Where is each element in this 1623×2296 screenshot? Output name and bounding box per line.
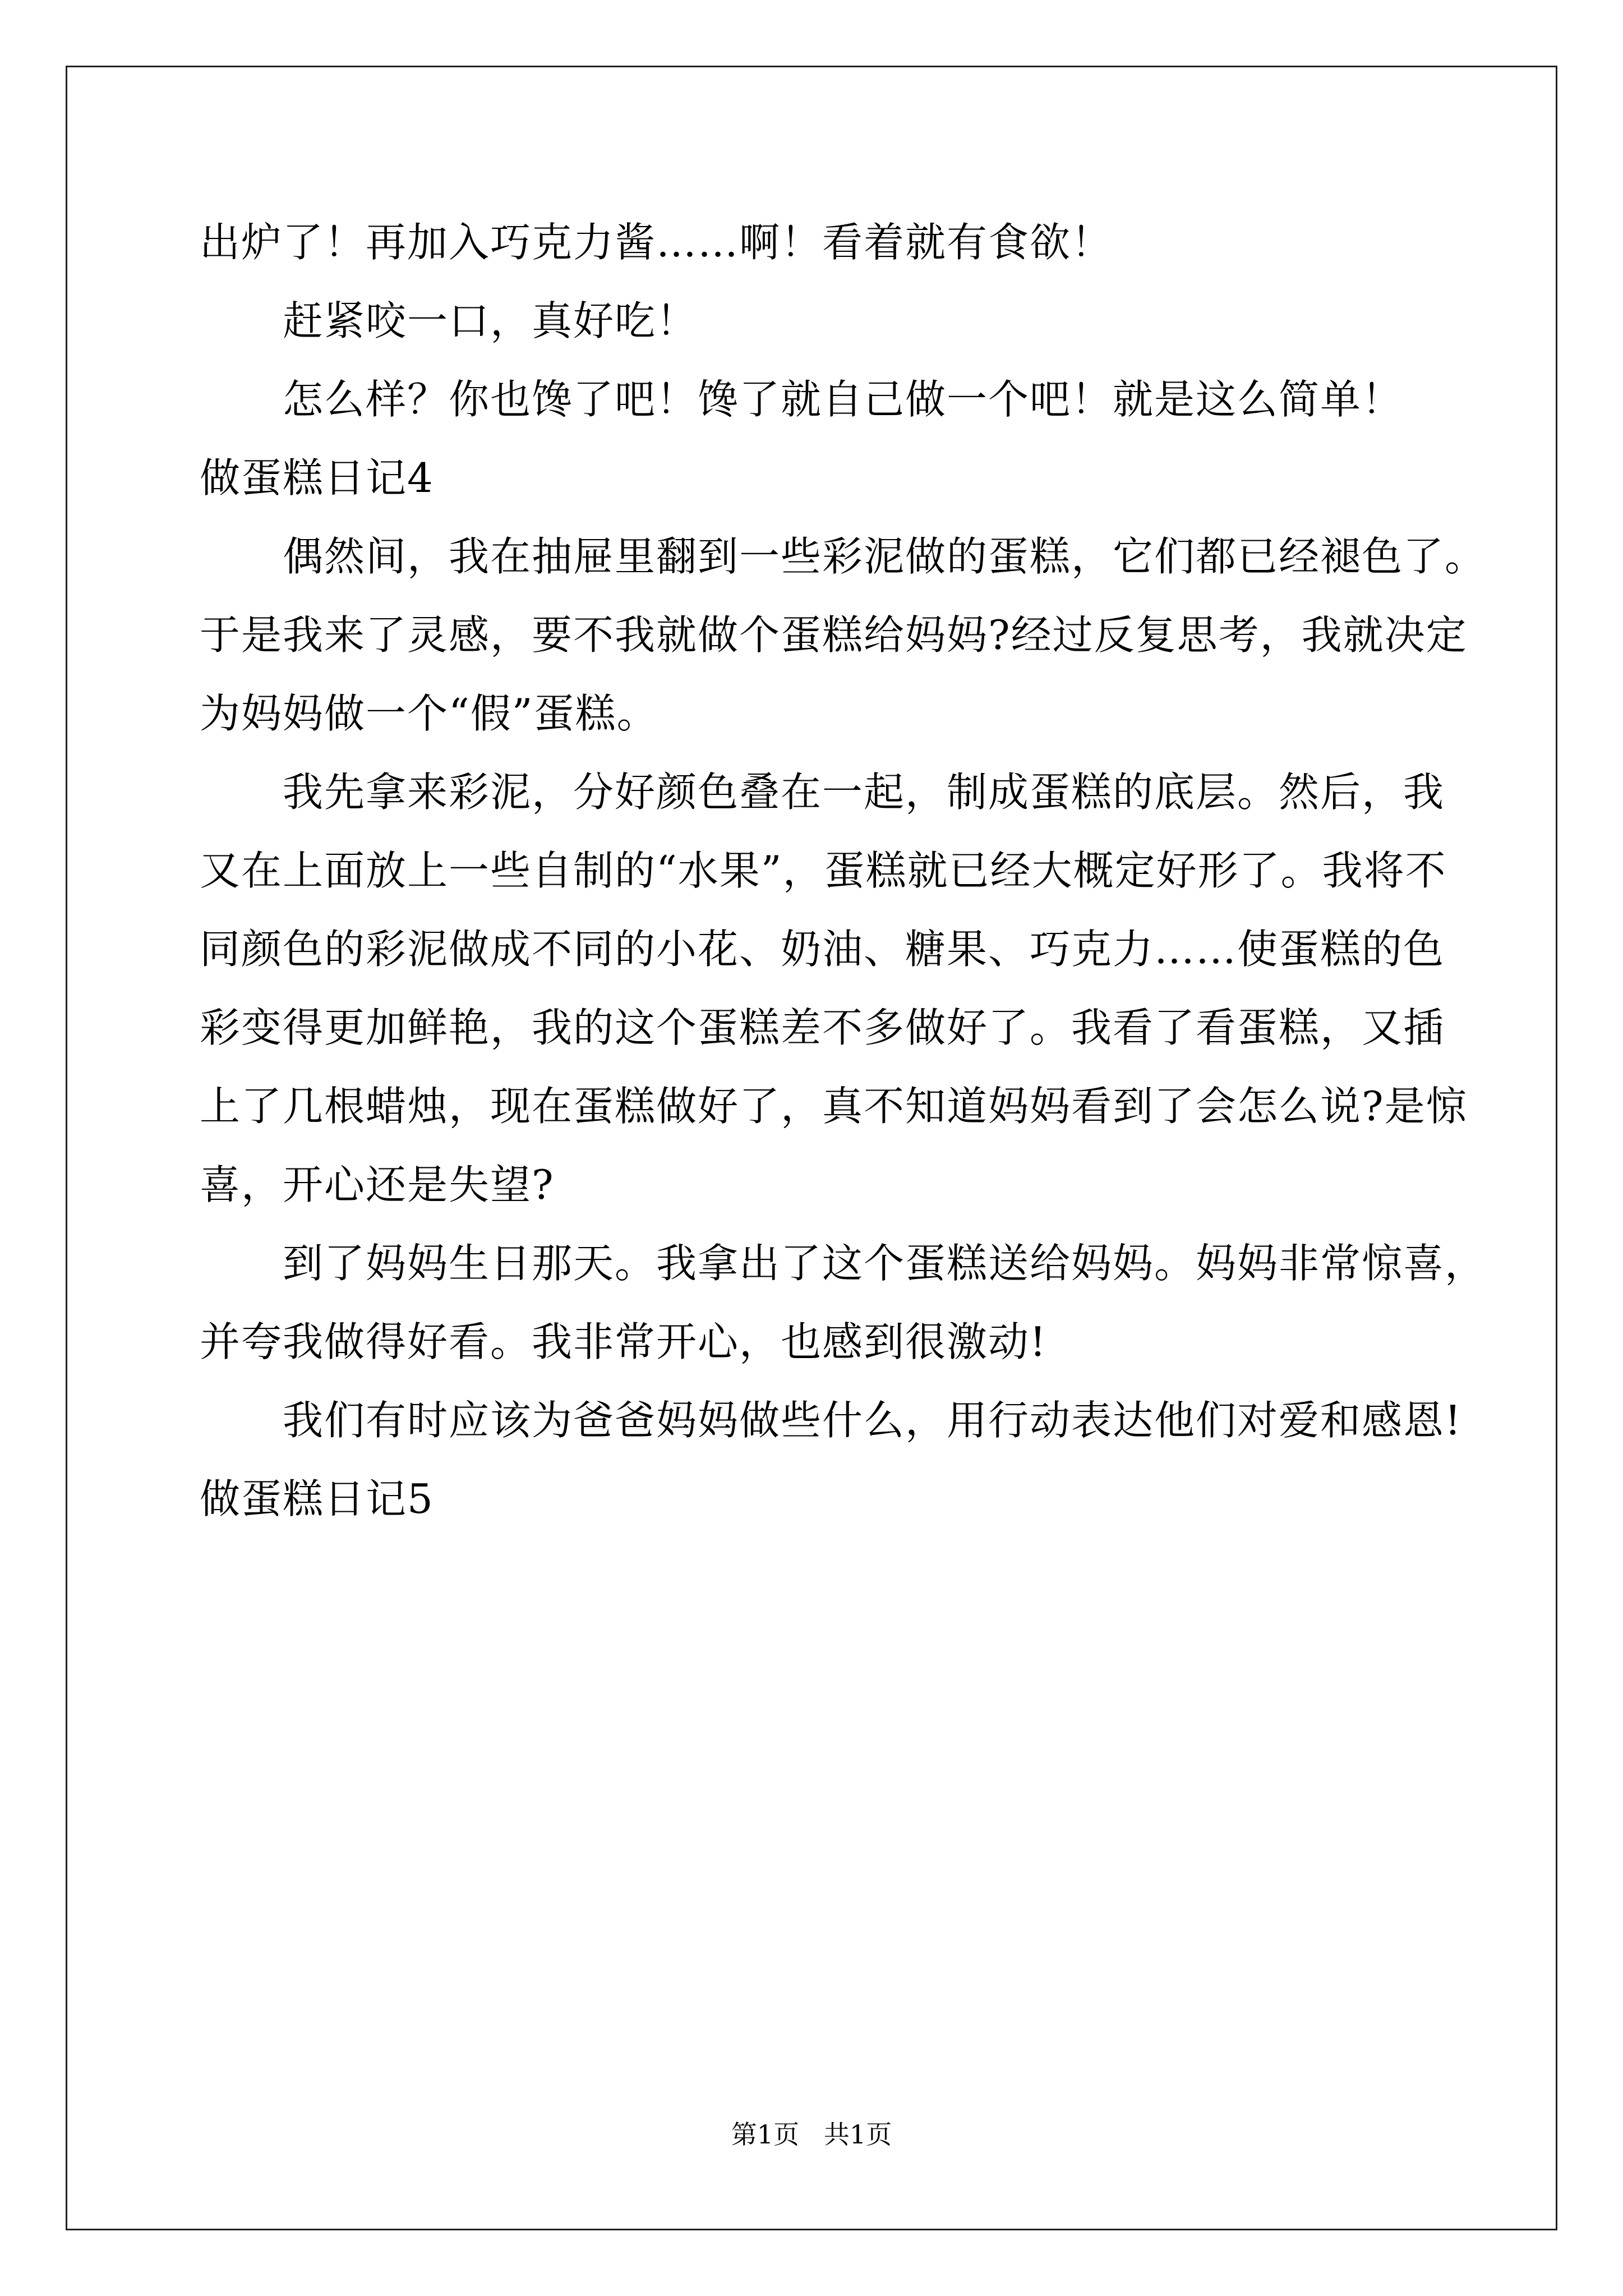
section-heading: 做蛋糕日记4: [200, 454, 434, 501]
paragraph-line: 到了妈妈生日那天。我拿出了这个蛋糕送给妈妈。妈妈非常惊喜，: [283, 1240, 1487, 1287]
paragraph-line: 我们有时应该为爸爸妈妈做些什么，用行动表达他们对爱和感恩!: [283, 1397, 1462, 1444]
paragraph-line: 我先拿来彩泥，分好颜色叠在一起，制成蛋糕的底层。然后，我: [283, 769, 1445, 816]
paragraph-line: 上了几根蜡烛，现在蛋糕做好了，真不知道妈妈看到了会怎么说?是惊: [200, 1083, 1468, 1130]
paragraph-line: 怎么样？你也馋了吧！馋了就自己做一个吧！就是这么简单！: [283, 376, 1404, 423]
paragraph-line: 喜，开心还是失望?: [200, 1161, 555, 1208]
paragraph-line: 同颜色的彩泥做成不同的小花、奶油、糖果、巧克力……使蛋糕的色: [200, 926, 1445, 973]
paragraph-line: 又在上面放上一些自制的“水果”，蛋糕就已经大概定好形了。我将不: [200, 847, 1447, 894]
paragraph-line: 并夸我做得好看。我非常开心，也感到很激动!: [200, 1318, 1047, 1365]
paragraph-line: 出炉了！再加入巧克力酱……啊！看着就有食欲！: [200, 219, 1113, 266]
paragraph-line: 彩变得更加鲜艳，我的这个蛋糕差不多做好了。我看了看蛋糕，又插: [200, 1004, 1445, 1051]
paragraph-line: 赶紧咬一口，真好吃！: [283, 297, 698, 344]
paragraph-line: 于是我来了灵感，要不我就做个蛋糕给妈妈?经过反复思考，我就决定: [200, 611, 1468, 659]
page-number-footer: 第1页 共1页: [731, 2119, 892, 2150]
section-heading: 做蛋糕日记5: [200, 1475, 434, 1522]
paragraph-line: 偶然间，我在抽屉里翻到一些彩泥做的蛋糕，它们都已经褪色了。: [283, 533, 1487, 580]
paragraph-line: 为妈妈做一个“假”蛋糕。: [200, 690, 658, 737]
